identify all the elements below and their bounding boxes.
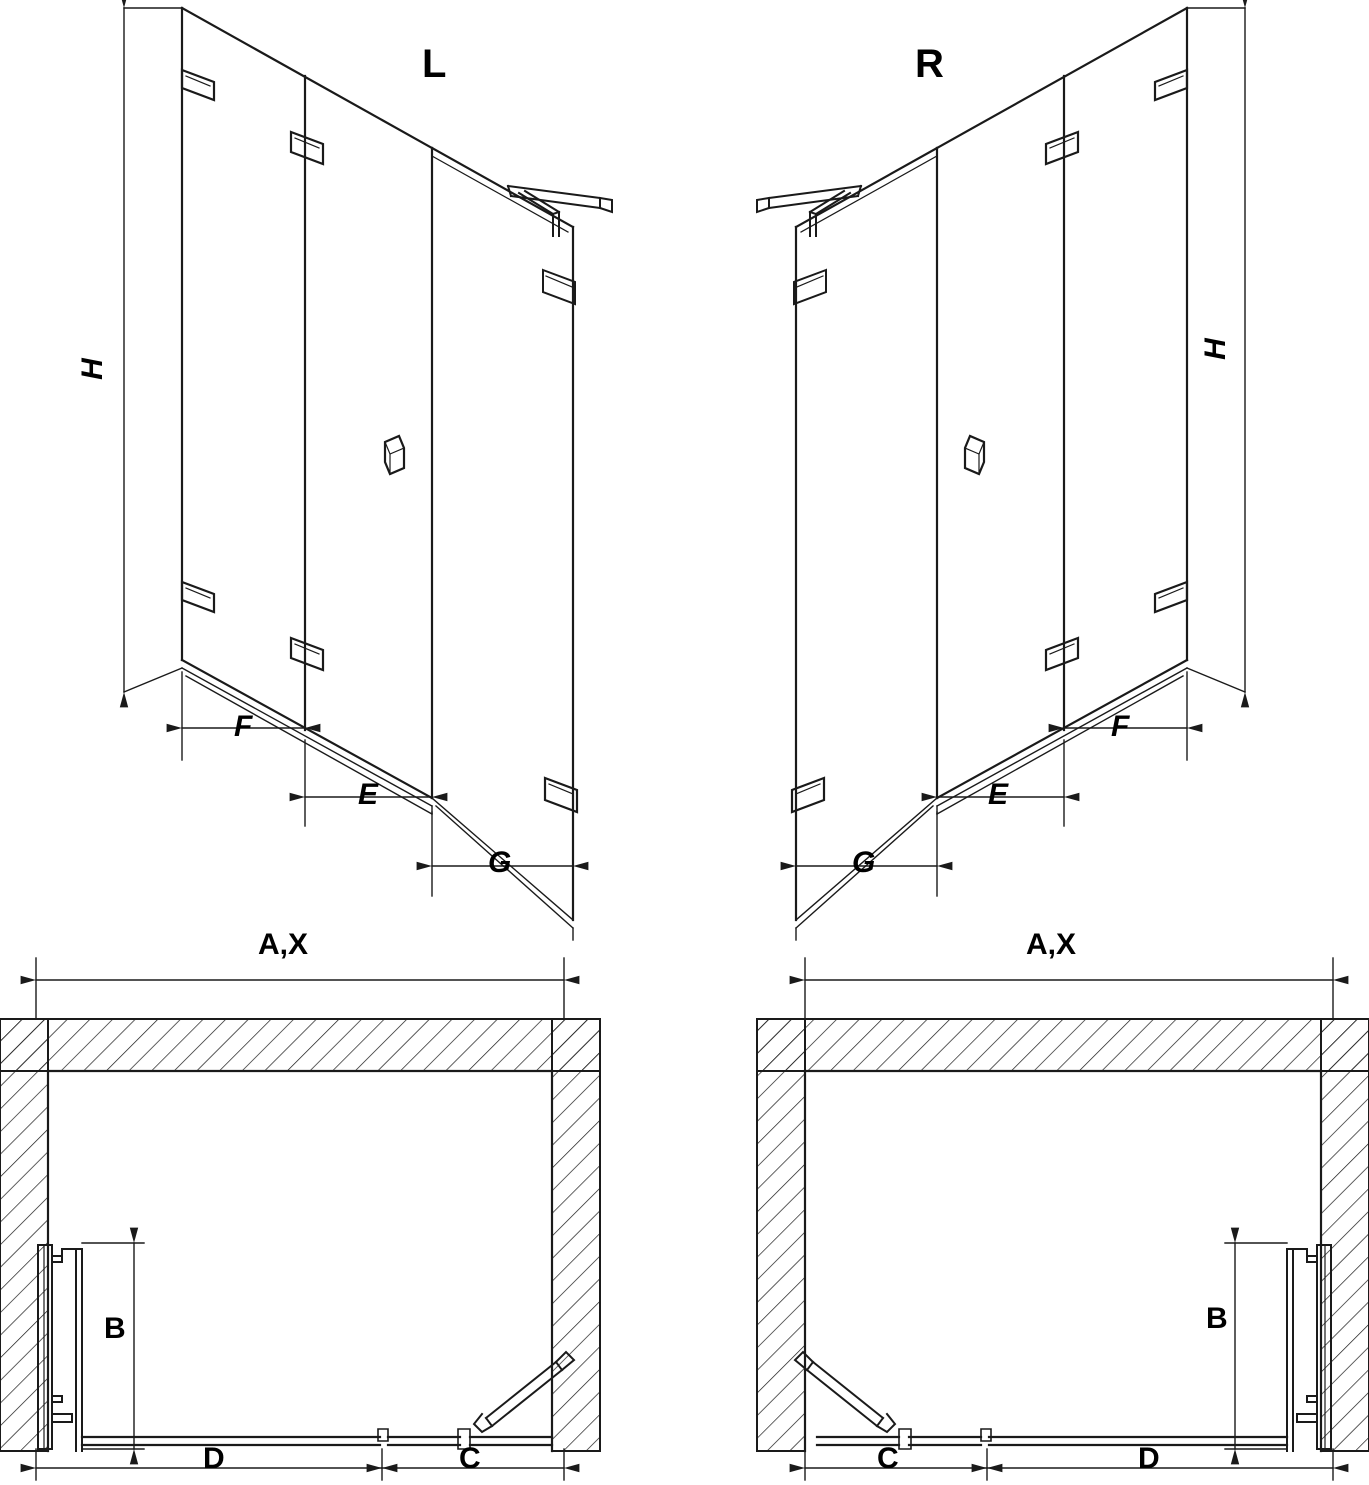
variant-label-left: L xyxy=(422,42,447,86)
dimension-label-B-left: B xyxy=(104,1312,126,1345)
elevation-right-geometry xyxy=(757,8,1187,928)
variant-label-right: R xyxy=(915,42,944,86)
dimension-label-F-right: F xyxy=(1111,710,1130,743)
plan-left-geometry xyxy=(0,1019,600,1451)
dimension-label-D-left: D xyxy=(203,1442,225,1475)
dimension-label-F-left: F xyxy=(234,710,253,743)
dimension-H-left xyxy=(124,8,182,692)
dimension-label-B-right: B xyxy=(1206,1302,1228,1335)
dimension-label-G-right: G xyxy=(852,846,876,879)
dimension-label-H-right: H xyxy=(1198,338,1232,360)
dimension-label-AX-right: A,X xyxy=(1026,928,1077,961)
dimension-label-C-left: C xyxy=(459,1442,481,1475)
elevation-left-geometry xyxy=(182,8,612,928)
dimension-label-C-right: C xyxy=(877,1442,899,1475)
plan-right-geometry xyxy=(757,1019,1369,1451)
dimension-label-D-right: D xyxy=(1138,1442,1160,1475)
dimension-label-AX-left: A,X xyxy=(258,928,309,961)
dimension-label-E-right: E xyxy=(988,778,1009,811)
dimension-label-G-left: G xyxy=(488,846,512,879)
dimension-label-E-left: E xyxy=(358,778,379,811)
dimension-label-H-left: H xyxy=(75,358,109,380)
